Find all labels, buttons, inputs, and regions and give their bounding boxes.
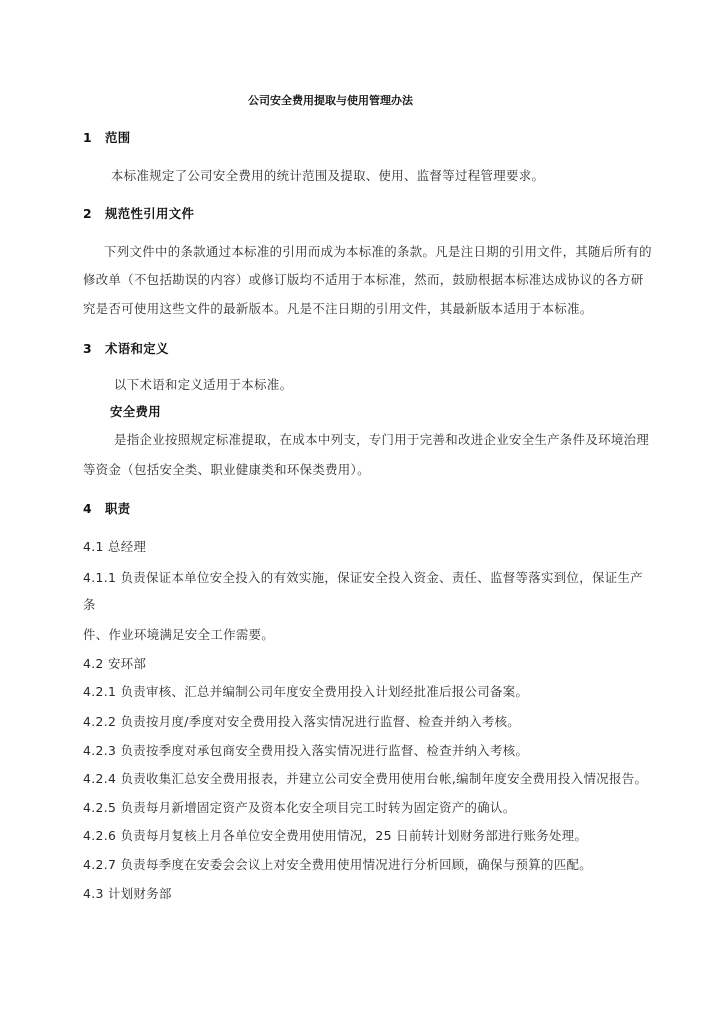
section-heading-3	[83, 341, 169, 357]
paragraph-line: 条	[83, 597, 96, 612]
subsection-heading: 4.2 安环部	[83, 656, 147, 671]
paragraph-line: 修改单（不包括勘误的内容）或修订版均不适用于本标准，然而，鼓励根据本标准达成协议的各方研	[83, 272, 644, 287]
subsection-heading: 4.3 计划财务部	[83, 886, 172, 901]
section-title: 术语和定义	[105, 341, 169, 356]
term-heading: 安全费用	[110, 404, 161, 419]
section-title: 职责	[105, 501, 131, 516]
list-item: 4.2.4 负责收集汇总安全费用报表，并建立公司安全费用使用台帐,编制年度安全费用投入情况报告。	[83, 771, 648, 786]
paragraph: 本标准规定了公司安全费用的统计范围及提取、使用、监督等过程管理要求。	[111, 168, 545, 183]
section-number: 2	[83, 206, 92, 221]
list-item: 4.2.5 负责每月新增固定资产及资本化安全项目完工时转为固定资产的确认。	[83, 800, 516, 815]
list-item: 4.2.7 负责每季度在安委会会议上对安全费用使用情况进行分析回顾，确保与预算的匹配。	[83, 857, 592, 872]
section-heading-1	[83, 130, 130, 146]
list-item: 4.2.3 负责按季度对承包商安全费用投入落实情况进行监督、检查并纳入考核。	[83, 743, 529, 758]
section-number: 4	[83, 501, 92, 516]
paragraph-line: 究是否可使用这些文件的最新版本。凡是不注日期的引用文件，其最新版本适用于本标准。	[83, 301, 593, 316]
paragraph-line: 下列文件中的条款通过本标准的引用而成为本标准的条款。凡是注日期的引用文件，其随后所有的	[104, 244, 652, 259]
document-title: 公司安全费用提取与使用管理办法	[248, 94, 413, 107]
list-item: 4.2.1 负责审核、汇总并编制公司年度安全费用投入计划经批准后报公司备案。	[83, 684, 529, 699]
subsection-heading: 4.1 总经理	[83, 539, 147, 554]
list-item: 4.2.2 负责按月度/季度对安全费用投入落实情况进行监督、检查并纳入考核。	[83, 714, 521, 729]
section-heading-4	[83, 501, 130, 517]
paragraph-line: 是指企业按照规定标准提取，在成本中列支，专门用于完善和改进企业安全生产条件及环境治理	[114, 432, 650, 447]
paragraph-line: 4.1.1 负责保证本单位安全投入的有效实施，保证安全投入资金、责任、监督等落实到位，保证生产	[83, 570, 643, 585]
section-number: 1	[83, 130, 92, 145]
paragraph-line: 等资金（包括安全类、职业健康类和环保类费用）。	[83, 462, 370, 477]
section-heading-2	[83, 206, 194, 222]
paragraph-line: 件、作业环境满足安全工作需要。	[83, 627, 275, 642]
section-title: 范围	[105, 130, 131, 145]
section-title: 规范性引用文件	[105, 206, 195, 221]
paragraph: 以下术语和定义适用于本标准。	[114, 377, 293, 392]
list-item: 4.2.6 负责每月复核上月各单位安全费用使用情况，25 日前转计划财务部进行账务处理。	[83, 828, 588, 843]
section-number: 3	[83, 341, 92, 356]
